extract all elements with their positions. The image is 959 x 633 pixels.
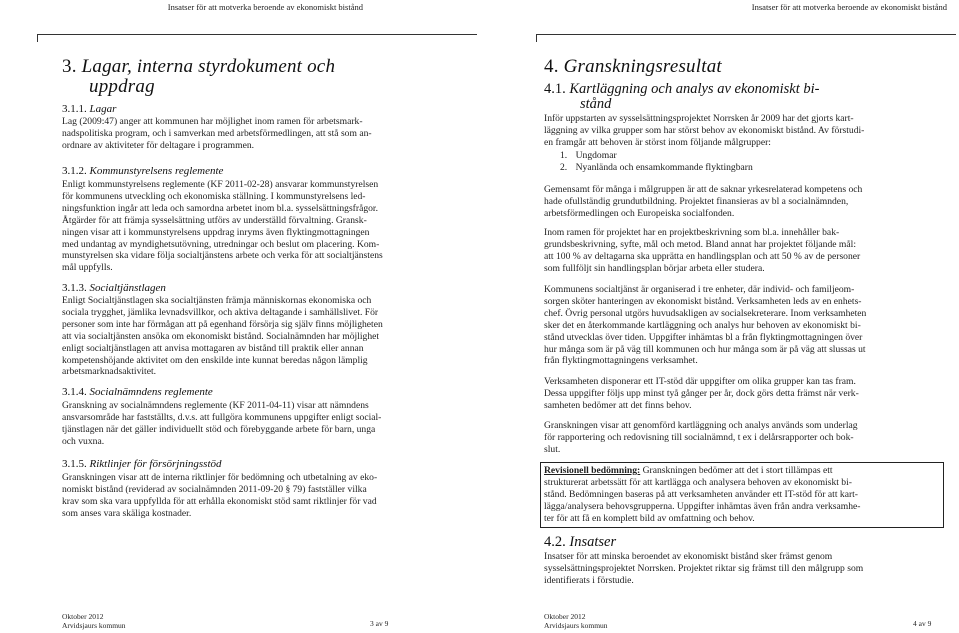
list-text: Ungdomar — [575, 150, 617, 161]
text-line: att via socialtjänsten ansöka om ekonomiskt bistånd. Socialnämnden har möjlighet — [62, 330, 380, 342]
text-line: Inom ramen för projektet har en projektbeskrivning som bl.a. innehåller bak- — [544, 227, 840, 238]
list-item — [560, 150, 617, 162]
text-line: från flyktingmottagningens verksamhet. — [544, 355, 698, 367]
subsection-title: Kommunstyrelsens reglemente — [89, 165, 224, 177]
text-line: mål uppfylls. — [62, 262, 113, 274]
paragraph — [62, 400, 381, 448]
subsection-title-line-1: Kartläggning och analys av ekonomiskt bi- — [569, 81, 820, 97]
rule-tick — [536, 34, 537, 42]
subsection-heading — [544, 82, 819, 97]
subsection-number: 3.1.3. — [62, 282, 87, 294]
text-line: sociala trygghet, jämlika levnadsvillkor, och aktiva deltagande i samhällslivet. För — [62, 306, 379, 318]
paragraph — [62, 179, 383, 274]
paragraph — [544, 551, 863, 587]
paragraph — [544, 284, 866, 367]
text-line: stånd. Bedömningen baseras på att verksamheten använder ett IT-stöd för att kart- — [544, 488, 859, 500]
text-line: lägga/analysera behovsgrupperna. Uppgifter inhämtas även från andra verksamhe- — [544, 500, 861, 512]
text-line: Lag (2009:47) anger att kommunen har möjlighet inom ramen för arbetsmark- — [62, 116, 363, 127]
text-line: Åtgärder för att främja sysselsättning utförs av underställd förvaltning. Gransk- — [62, 214, 367, 226]
text-line: chef. Övrig personal utgörs huvudsakligen av socialsekreterare. Inom verksamheten — [544, 307, 867, 319]
subsection-number: 3.1.4. — [62, 386, 87, 398]
text-line — [544, 465, 940, 477]
list-item — [560, 162, 753, 174]
text-line: slut. — [544, 443, 561, 455]
footer-org: Arvidsjaurs kommun — [544, 621, 608, 630]
text-line: att 100 % av deltagarna ska upprätta en handlingsplan och att 50 % av de personer — [544, 250, 861, 262]
subsection-number: 4.2. — [544, 534, 566, 550]
text-line: för kommunens utveckling och ekonomiska ställning. I kommunstyrelsens led- — [62, 190, 366, 202]
subsection-number: 3.1.2. — [62, 165, 87, 177]
text-line: Enligt Socialtjänstlagen ska socialtjänsten främja människornas ekonomiska och — [62, 295, 372, 306]
text-line: tjänstlagen när det gäller individuellt stöd och förebyggande arbete för barn, unga — [62, 423, 376, 435]
paragraph — [544, 465, 940, 525]
text-line: Enligt kommunstyrelsens reglemente (KF 2011-02-28) ansvarar kommunstyrelsen — [62, 179, 379, 190]
text-line: nadspolitiska program, och i samverkan med arbetsförmedlingen, att stå som an- — [62, 127, 372, 139]
list-text: Nyanlända och ensamkommande flyktingbarn — [575, 162, 753, 173]
paragraph — [544, 420, 858, 456]
list-marker: 2. — [560, 162, 568, 173]
subsection-number: 3.1.5. — [62, 458, 87, 470]
text-line: Gemensamt för många i målgruppen är att de saknar yrkesrelaterad kompetens och — [544, 184, 863, 195]
text-line: krav som ska vara uppfyllda för att erhålla ekonomiskt stöd samt riktlinjer för vad — [62, 495, 377, 507]
paragraph — [544, 376, 859, 412]
text-line: hade ofullständig grundutbildning. Projektet finansieras av bl a socialnämnden, — [544, 195, 849, 207]
text-line: enligt socialtjänstlagen att anvisa mottagaren av bistånd till praktik eller annan — [62, 342, 364, 354]
text-line: ansvarsområde har fastställts, d.v.s. att fullgöra kommunens uppgifter enligt social- — [62, 411, 382, 423]
text-line: nomiskt bistånd (reviderad av socialnämnden 2011-09-20 § 79) fastställer vilka — [62, 483, 367, 495]
text-line: kompetenshöjande aktivitet om den enskilde inte kunnat beredas någon lämplig — [62, 354, 368, 366]
subsection-title: Riktlinjer för försörjningsstöd — [89, 458, 222, 470]
subsection-title: Socialtjänstlagen — [89, 282, 166, 294]
subsection-heading — [62, 458, 222, 470]
subsection-heading — [62, 103, 116, 115]
paragraph — [62, 295, 383, 378]
text-line: sysselsättningsprojektet Norrsken. Projektet riktar sig främst till den målgrupp som — [544, 562, 864, 574]
footer-date: Oktober 2012 — [544, 612, 586, 621]
text-line: grundsbeskrivning, syfte, mål och metod. Bland annat har projektet följande mål: — [544, 238, 856, 250]
review-label: Revisionell bedömning: — [544, 465, 641, 476]
text-line: som fullföljt sin handlingsplan börjar arbeta eller studera. — [544, 262, 765, 274]
text-line: ordnare av aktiviteter för deltagare i programmen. — [62, 139, 255, 151]
section-heading — [544, 57, 722, 77]
footer-date: Oktober 2012 — [62, 612, 104, 621]
text-line: för rapportering och redovisning till socialnämnd, t ex i delårsrapporter och bok- — [544, 431, 854, 443]
text-line: ningsfunktion ingår att leda och samordna arbetet inom bl.a. sysselsättningsfrågor. — [62, 202, 378, 214]
text-line: Insatser för att minska beroendet av ekonomiskt bistånd sker främst genom — [544, 551, 833, 562]
section-number: 3. — [62, 56, 77, 77]
review-assessment-box — [540, 462, 944, 528]
section-heading — [62, 57, 335, 77]
text-line: med undantag av myndighetsutövning, utredningar och beslut om placering. Kom- — [62, 238, 380, 250]
paragraph — [544, 227, 860, 275]
text-line: munstyrelsen ska vidare följa socialtjänstens arbete och verka för att socialtjänstens — [62, 250, 383, 262]
text-line: ter för att få en komplett bild av omfattning och behov. — [544, 512, 755, 524]
section-title-line-2: uppdrag — [89, 76, 155, 97]
text-line: sorgen sköter hanteringen av ekonomiskt bistånd. Verksamheten leds av en enhets- — [544, 295, 862, 307]
paragraph — [62, 472, 377, 520]
section-title-line-1: Lagar, interna styrdokument och — [81, 56, 336, 77]
review-text: Granskningen bedömer att det i stort tillämpas ett — [640, 465, 833, 476]
text-line: Inför uppstarten av sysselsättningsprojektet Norrsken år 2009 har det gjorts kart- — [544, 113, 854, 124]
subsection-heading — [62, 165, 223, 177]
text-line: Granskning av socialnämndens reglemente (KF 2011-04-11) visar att nämndens — [62, 400, 369, 411]
subsection-title: Lagar — [89, 103, 117, 115]
section-number: 4. — [544, 56, 559, 77]
text-line: Granskningen visar att de interna riktlinjer för bedömning och utbetalning av eko- — [62, 472, 378, 483]
subsection-heading — [62, 282, 166, 294]
subsection-title: Insatser — [569, 534, 617, 550]
text-line: hur många som är på väg till kommunen och hur många som är på väg att slussas ut — [544, 343, 866, 355]
text-line: Verksamheten disponerar ett IT-stöd där uppgifter om olika grupper kan tas fram. — [544, 376, 856, 387]
subsection-heading — [544, 535, 616, 550]
running-header: Insatser för att motverka beroende av ekonomiskt bistånd — [167, 2, 363, 12]
paragraph — [544, 113, 864, 149]
footer-org: Arvidsjaurs kommun — [62, 621, 126, 630]
subsection-number: 4.1. — [544, 81, 566, 97]
text-line: Granskningen visar att genomförd kartläggning och analys används som underlag — [544, 420, 858, 431]
page-number: 3 av 9 — [370, 619, 389, 628]
paragraph — [62, 116, 372, 152]
text-line: och vuxna. — [62, 435, 105, 447]
text-line: arbetsförmedlingen och Europeiska socialfonden. — [544, 207, 735, 219]
right-page — [480, 0, 959, 633]
text-line: läggning av vilka grupper som har störst behov av ekonomiskt bistånd. Av förstudi- — [544, 124, 865, 136]
subsection-title: Socialnämndens reglemente — [89, 386, 213, 398]
text-line: personer som inte har förmågan att på egenhand försörja sig själv finns möjligheten — [62, 318, 383, 330]
text-line: som anses vara skäliga kostnader. — [62, 507, 192, 519]
text-line: Kommunens socialtjänst är organiserad i tre enheter, där individ- och familjeom- — [544, 284, 855, 295]
subsection-title-line-2: stånd — [580, 96, 612, 112]
rule-tick — [37, 34, 38, 42]
text-line: arbetsmarknadsaktivitet. — [62, 366, 157, 378]
subsection-heading — [62, 386, 213, 398]
list-marker: 1. — [560, 150, 568, 161]
text-line: ningen visar att i kommunstyrelsens uppdrag inryms även flyktingmottagningen — [62, 226, 370, 238]
text-line: identifierats i förstudie. — [544, 574, 634, 586]
text-line: en framgår att behoven är störst inom följande målgrupper: — [544, 136, 771, 148]
text-line: stånd utvecklas över tiden. Uppgifter inhämtas bl a från flyktingmottagningen över — [544, 331, 863, 343]
text-line: Dessa uppgifter följs upp minst tyå gånger per år, dock görs detta främst när verk- — [544, 387, 859, 399]
text-line: sker det en återkommande kartläggning och analys hur behoven av ekonomiskt bi- — [544, 319, 861, 331]
top-rule — [37, 34, 477, 35]
running-header: Insatser för att motverka beroende av ekonomiskt bistånd — [751, 2, 947, 12]
text-line: strukturerat arbetssätt för att kartlägga och analysera behoven av ekonomiskt bi- — [544, 476, 852, 488]
text-line: samheten bedömer att det finns behov. — [544, 399, 692, 411]
paragraph — [544, 184, 862, 220]
left-page — [0, 0, 479, 633]
top-rule — [536, 34, 956, 35]
section-title: Granskningsresultat — [563, 56, 722, 77]
page-number: 4 av 9 — [913, 619, 932, 628]
subsection-number: 3.1.1. — [62, 103, 87, 115]
